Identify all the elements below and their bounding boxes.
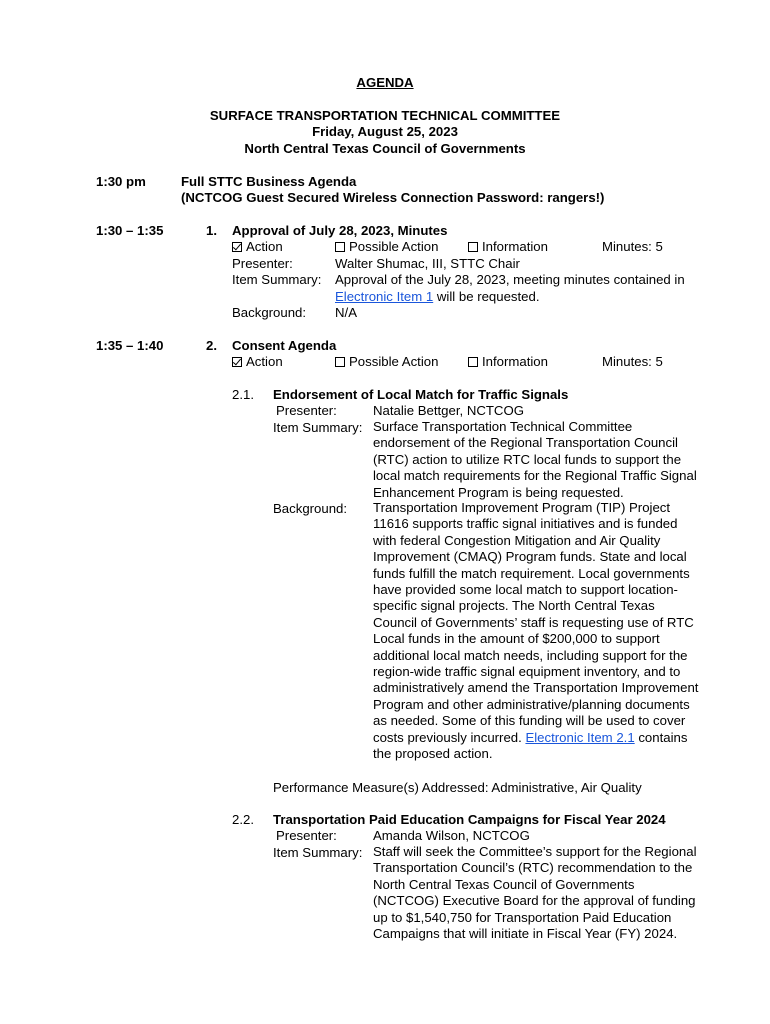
item2-1-background-line: Council of Governments’ staff is requesting use of RTC (373, 614, 694, 630)
item2-1-background-line: region-wide traffic signal equipment inventory, and to (373, 664, 681, 679)
unchecked-box-icon (335, 357, 345, 367)
item2-2-presenter: Amanda Wilson, NCTCOG (373, 828, 530, 843)
item2-2-title: Transportation Paid Education Campaigns for Fiscal Year 2024 (273, 812, 666, 827)
item2-1-background-line: the proposed action. (373, 746, 493, 761)
electronic-item-1-link[interactable]: Electronic Item 1 (335, 289, 434, 304)
item2-1-background-line: Program and other administrative/planning documents (373, 696, 690, 712)
item2-1-summary-line: (RTC) action to utilize RTC local funds to support the (373, 451, 682, 467)
item2-1-background-line: with federal Congestion Mitigation and Air Quality (373, 532, 661, 548)
item1-presenter: Walter Shumac, III, STTC Chair (335, 256, 520, 271)
item2-information-option: Information (468, 354, 548, 369)
meeting-date: Friday, August 25, 2023 (312, 124, 458, 139)
item1-summary-line: Electronic Item 1 will be requested. (335, 289, 540, 304)
session-time: 1:30 pm (96, 174, 146, 189)
session-title: Full STTC Business Agenda (181, 174, 357, 189)
item2-1-background-label: Background: (273, 501, 348, 516)
item2-2-presenter-label: Presenter: (276, 828, 337, 843)
item2-2-summary-line: North Central Texas Council of Governments (373, 876, 635, 892)
item2-1-presenter: Natalie Bettger, NCTCOG (373, 403, 524, 418)
item2-time: 1:35 – 1:40 (96, 338, 164, 353)
item2-action-option: Action (232, 354, 283, 369)
item2-1-background-line: additional local match needs, including support for the (373, 647, 688, 663)
item1-action-option: Action (232, 239, 283, 254)
item2-1-background-line: administratively amend the Transportation Improvement (373, 680, 699, 696)
unchecked-box-icon (335, 242, 345, 252)
item1-possible-action-option: Possible Action (335, 239, 438, 254)
item1-summary-label: Item Summary: (232, 272, 322, 287)
item2-1-background-line: Transportation Improvement Program (TIP) Project (373, 500, 671, 515)
item1-background: N/A (335, 305, 357, 320)
item1-presenter-label: Presenter: (232, 256, 293, 271)
item1-time: 1:30 – 1:35 (96, 223, 164, 238)
item2-1-summary-line: endorsement of the Regional Transportation Council (373, 435, 678, 451)
committee-name: SURFACE TRANSPORTATION TECHNICAL COMMITTEE (209, 108, 561, 123)
item2-title: Consent Agenda (232, 338, 337, 353)
unchecked-box-icon (468, 242, 478, 252)
item2-1-background-line: have provided some local match to support location- (373, 582, 678, 597)
item2-1-performance-measures: Performance Measure(s) Addressed: Administrative, Air Quality (273, 780, 642, 795)
item2-2-summary-line: Transportation Council’s (RTC) recommendation to the (373, 860, 693, 876)
item2-2-number: 2.2. (232, 812, 254, 827)
item2-1-number: 2.1. (232, 387, 254, 402)
item2-2-summary-line: (NCTCOG) Executive Board for the approval of funding (373, 893, 696, 909)
page-title: AGENDA (356, 75, 414, 90)
item2-2-summary-line: up to $1,540,750 for Transportation Paid Education (373, 909, 672, 925)
item2-1-summary-line: Enhancement Program is being requested. (373, 484, 624, 500)
item2-1-background-line: Improvement (CMAQ) Program funds. State and local (373, 549, 687, 565)
item2-1-summary-label: Item Summary: (273, 420, 363, 435)
item1-minutes: Minutes: 5 (602, 239, 663, 254)
item1-summary-line: Approval of the July 28, 2023, meeting minutes contained in (335, 272, 685, 287)
item2-1-background-line: costs previously incurred. Electronic Item 2.1 contains (373, 729, 688, 745)
item2-1-background-line: Local funds in the amount of $200,000 to support (373, 631, 660, 647)
item2-1-presenter-label: Presenter: (276, 403, 337, 418)
organization-name: North Central Texas Council of Governments (244, 141, 526, 156)
item2-2-summary-line: Campaigns that will initiate in Fiscal Year (FY) 2024. (373, 926, 678, 941)
item2-minutes: Minutes: 5 (602, 354, 663, 369)
item2-2-summary-label: Item Summary: (273, 845, 363, 860)
checked-box-icon (232, 242, 242, 252)
item1-title: Approval of July 28, 2023, Minutes (232, 223, 448, 238)
wifi-note: (NCTCOG Guest Secured Wireless Connection Password: rangers!) (181, 190, 605, 205)
item2-1-summary-line: local match requirements for the Regional Traffic Signal (373, 468, 697, 484)
item2-1-background-line: 11616 supports traffic signal initiatives and is funded (373, 516, 678, 532)
item2-possible-action-option: Possible Action (335, 354, 438, 369)
electronic-item-2-1-link[interactable]: Electronic Item 2.1 (525, 729, 635, 745)
item1-information-option: Information (468, 239, 548, 254)
item1-number: 1. (206, 223, 217, 238)
item2-1-background-line: specific signal projects. The North Central Texas (373, 598, 655, 614)
item2-1-title: Endorsement of Local Match for Traffic Signals (273, 387, 569, 402)
item1-background-label: Background: (232, 305, 307, 320)
item2-1-background-line: as needed. Some of this funding will be used to cover (373, 713, 686, 729)
checked-box-icon (232, 357, 242, 367)
item2-number: 2. (206, 338, 217, 353)
item2-2-summary-line: Staff will seek the Committee’s support for the Regional (373, 844, 697, 859)
item2-1-background-line: funds fulfill the match requirement. Local governments (373, 565, 690, 581)
item2-1-summary-line: Surface Transportation Technical Committee (373, 419, 633, 434)
unchecked-box-icon (468, 357, 478, 367)
